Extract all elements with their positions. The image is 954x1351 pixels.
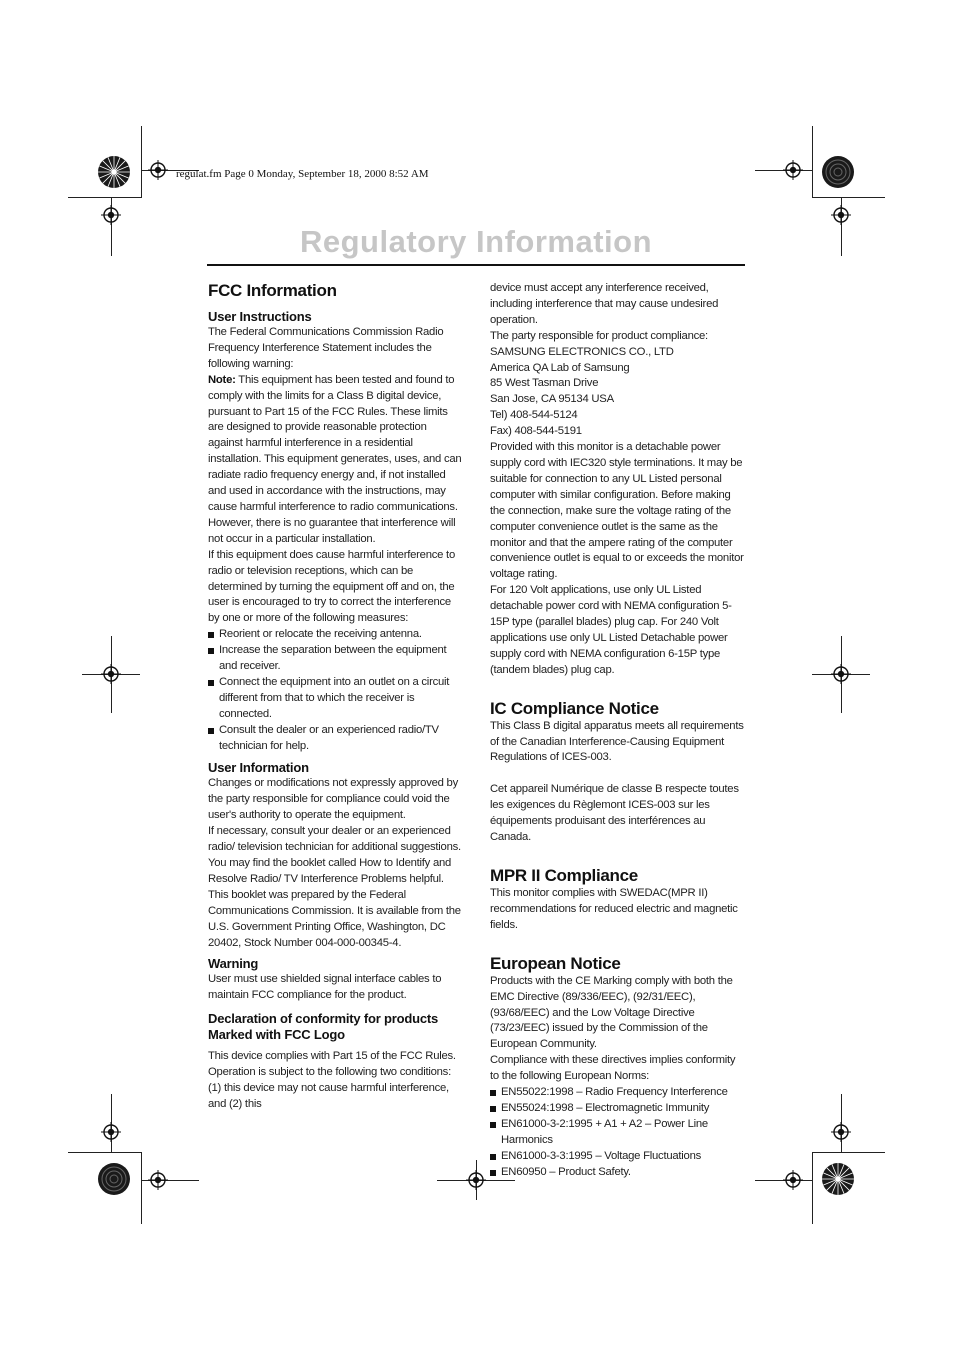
registration-crosshair-icon bbox=[831, 664, 851, 684]
page-title: Regulatory Information bbox=[299, 224, 652, 259]
declaration-heading: Declaration of conformity for products Marked with FCC Logo bbox=[208, 1011, 439, 1043]
user-instructions-heading: User Instructions bbox=[208, 309, 312, 324]
list-item: EN61000-3-2:1995 + A1 + A2 – Power Line Harmonics bbox=[490, 1117, 744, 1149]
registration-crosshair-icon bbox=[148, 1170, 168, 1190]
warning-text: User must use shielded signal interface cables to maintain FCC compliance for the product. bbox=[208, 973, 442, 1002]
list-item: Increase the separation between the equipment and receiver. bbox=[208, 643, 462, 675]
measures-list bbox=[208, 627, 462, 754]
list-item: EN55022:1998 – Radio Frequency Interference bbox=[490, 1085, 744, 1101]
european-paragraph-2: Compliance with these directives implies conformity to the following European Norms: bbox=[490, 1054, 736, 1083]
note-paragraph bbox=[208, 373, 462, 548]
city-address: San Jose, CA 95134 USA bbox=[490, 393, 614, 406]
registration-crosshair-icon bbox=[101, 664, 121, 684]
registration-crosshair-icon bbox=[148, 160, 168, 180]
note-label: Note: bbox=[208, 373, 236, 386]
list-item: EN61000-3-3:1995 – Voltage Fluctuations bbox=[490, 1149, 744, 1165]
fcc-information-heading: FCC Information bbox=[208, 281, 337, 300]
list-item: Connect the equipment into an outlet on a circuit different from that to which the receiver is connected. bbox=[208, 675, 462, 723]
registration-crosshair-icon bbox=[466, 1170, 486, 1190]
norms-list bbox=[490, 1085, 744, 1180]
registration-crosshair-icon bbox=[831, 1122, 851, 1142]
registration-crosshair-icon bbox=[101, 1122, 121, 1142]
starburst-rosette-icon bbox=[821, 1162, 855, 1196]
user-information-paragraph-2: If necessary, consult your dealer or an experienced radio/ television technician for additional suggestions. You may find the booklet called How to Identify and Resolve Radio/ TV Interference Problems helpful. This booklet was prepared by the Federal Communications Commission. It is available from the U.S. Government Printing Office, Washington, DC 20402, Stock Number 004-000-00345-4. bbox=[208, 825, 461, 949]
list-item: EN55024:1998 – Electromagnetic Immunity bbox=[490, 1101, 744, 1117]
list-item: EN60950 – Product Safety. bbox=[490, 1165, 744, 1181]
mpr-compliance-heading: MPR II Compliance bbox=[490, 866, 638, 885]
street-address: 85 West Tasman Drive bbox=[490, 377, 599, 390]
ic-compliance-heading: IC Compliance Notice bbox=[490, 698, 659, 718]
interference-paragraph: If this equipment does cause harmful interference to radio or television receptions, which can be determined by turning the equipment off and on, the user is encouraged to try to correct the interference by one or more of the following measures: bbox=[208, 548, 455, 625]
registration-crosshair-icon bbox=[101, 205, 121, 225]
file-header-line: regulat.fm Page 0 Monday, September 18, 2000 8:52 AM bbox=[176, 168, 429, 180]
concentric-rosette-icon bbox=[97, 1162, 131, 1196]
voltage-paragraph: For 120 Volt applications, use only UL Listed detachable power cord with NEMA configuration 5-15P type (parallel blades) plug cap. For 240 Volt applications use only UL Listed Detachable power supply cord with NEMA configuration 6-15P type (tandem blades) plug cap. bbox=[490, 584, 732, 676]
european-notice-heading: European Notice bbox=[490, 953, 621, 973]
registration-crosshair-icon bbox=[783, 160, 803, 180]
declaration-continued: device must accept any interference received, including interference that may cause undesired operation. bbox=[490, 282, 719, 326]
user-information-heading: User Information bbox=[208, 760, 309, 776]
party-label: The party responsible for product compliance: bbox=[490, 329, 708, 342]
list-item: Reorient or relocate the receiving antenna. bbox=[208, 627, 462, 643]
lab-name: America QA Lab of Samsung bbox=[490, 361, 630, 374]
ic-english-text: This Class B digital apparatus meets all requirements of the Canadian Interference-Causing Equipment Regulations of ICES-003. bbox=[490, 719, 744, 764]
registration-crosshair-icon bbox=[783, 1170, 803, 1190]
title-rule bbox=[207, 264, 745, 266]
european-paragraph-1: Products with the CE Marking comply with both the EMC Directive (89/336/EEC), (92/31/EEC), (93/68/EEC) and the Low Voltage Directive (73/23/EEC) issued by the Commission of the European Community. bbox=[490, 974, 733, 1051]
starburst-rosette-icon bbox=[97, 155, 131, 189]
declaration-text: This device complies with Part 15 of the FCC Rules. Operation is subject to the following two conditions: (1) this device may not cause harmful interference, and (2) this bbox=[208, 1050, 456, 1110]
power-cord-paragraph: Provided with this monitor is a detachable power supply cord with IEC320 style terminations. It may be suitable for connection to any UL Listed personal computer with similar configuration. Before making the connection, make sure the voltage rating of the computer convenience outlet is the same as the monitor and that the ampere rating of the computer convenience outlet is equal to or exceeds the monitor voltage rating. bbox=[490, 441, 744, 581]
user-instructions-intro: The Federal Communications Commission Radio Frequency Interference Statement includes the following warning: bbox=[208, 326, 444, 370]
warning-heading: Warning bbox=[208, 956, 259, 972]
fax: Fax) 408-544-5191 bbox=[490, 425, 582, 438]
note-text: This equipment has been tested and found to comply with the limits for a Class B digital device, pursuant to Part 15 of the FCC Rules. These limits are designed to provide reasonable protection against harmful interference in a residential installation. This equipment generates, uses, and can radiate radio frequency energy and, if not installed and used in accordance with the instructions, may cause harmful interference to radio communications. However, there is no guarantee that interference will not occur in a particular installation. bbox=[208, 373, 462, 545]
user-information-paragraph-1: Changes or modifications not expressly approved by the party responsible for compliance could void the user's authority to operate the equipment. bbox=[208, 777, 458, 822]
registration-crosshair-icon bbox=[831, 205, 851, 225]
list-item: Consult the dealer or an experienced radio/TV technician for help. bbox=[208, 723, 462, 755]
left-column bbox=[208, 280, 462, 1113]
ic-french-text: Cet appareil Numérique de classe B respecte toutes les exigences du Règlemont ICES-003 sur les équipements produisant des interférences au Canada. bbox=[490, 783, 739, 844]
concentric-rosette-icon bbox=[821, 155, 855, 189]
telephone: Tel) 408-544-5124 bbox=[490, 409, 578, 422]
company-name: SAMSUNG ELECTRONICS CO., LTD bbox=[490, 345, 674, 358]
right-column bbox=[490, 281, 744, 1181]
mpr-text: This monitor complies with SWEDAC(MPR II) recommendations for reduced electric and magnetic fields. bbox=[490, 887, 738, 931]
